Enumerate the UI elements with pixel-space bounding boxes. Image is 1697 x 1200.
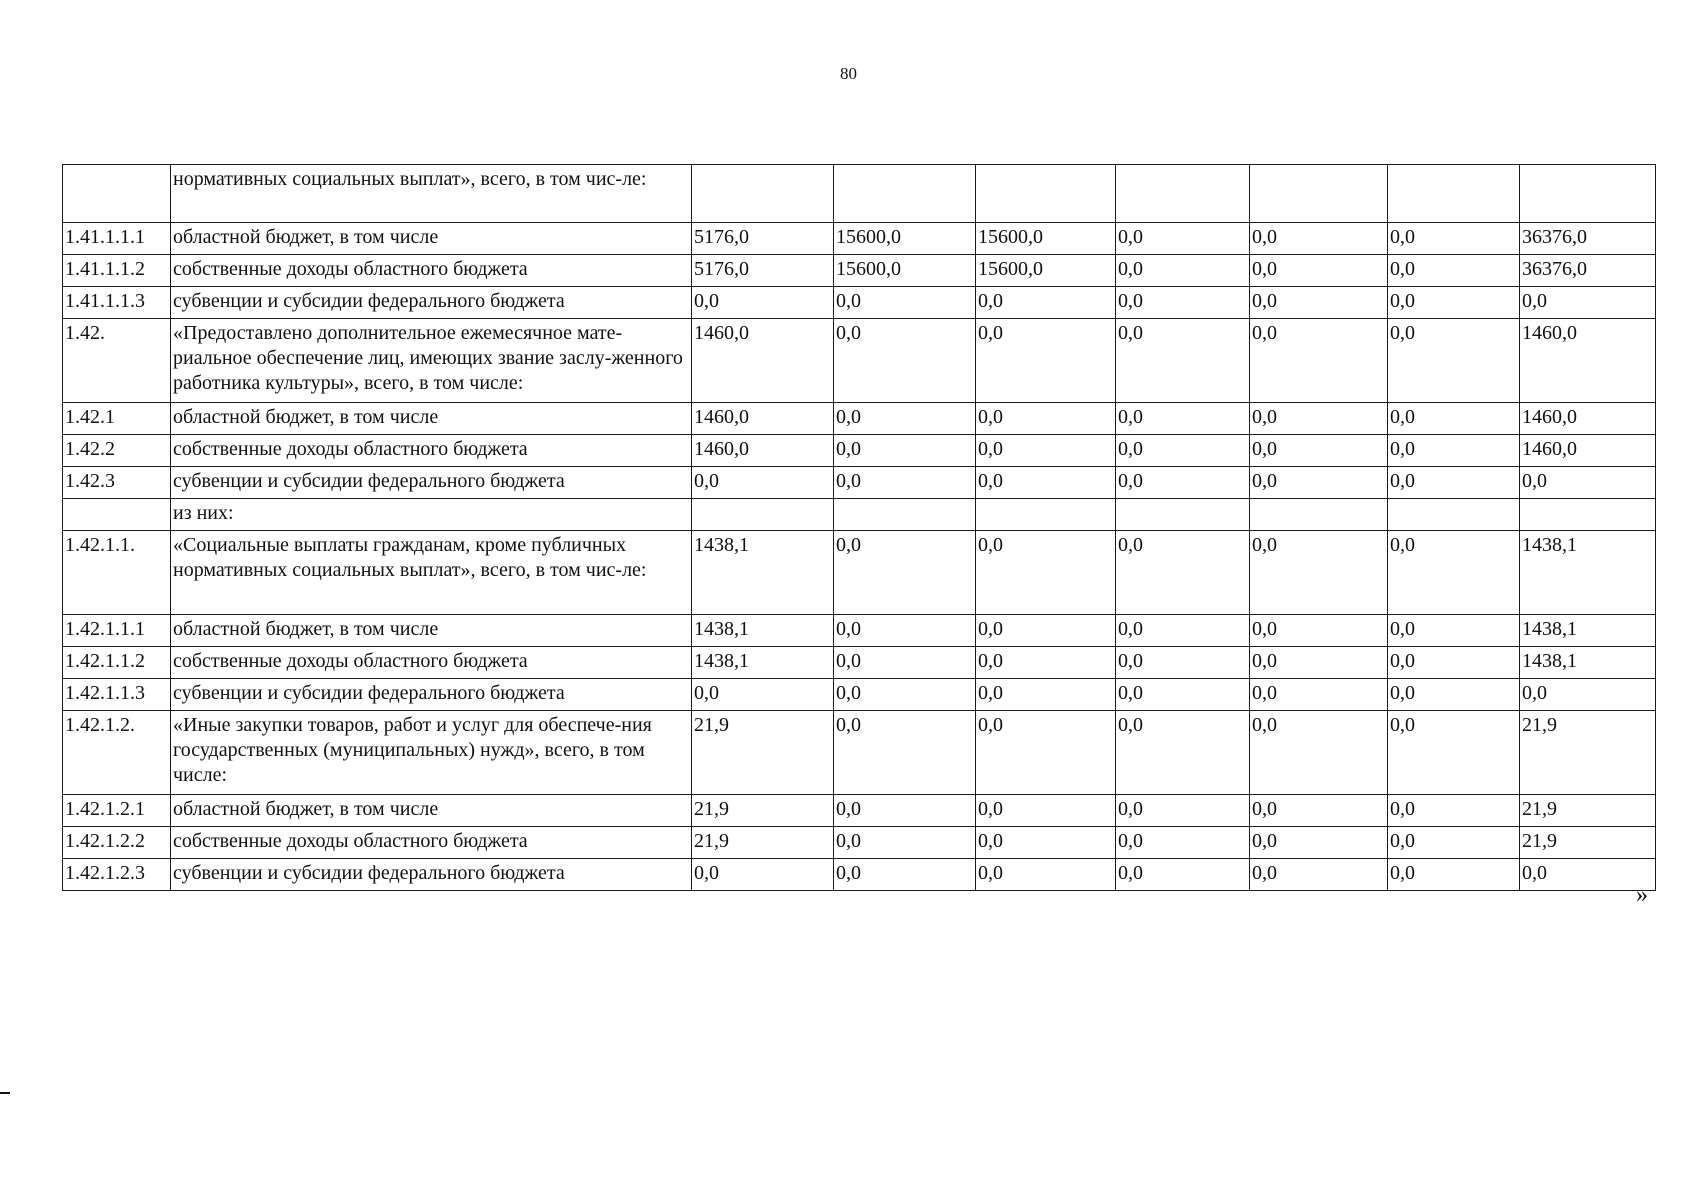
value-cell: 0,0 bbox=[1388, 795, 1520, 827]
value-cell: 1460,0 bbox=[1520, 435, 1656, 467]
value-cell: 0,0 bbox=[834, 287, 976, 319]
value-cell: 0,0 bbox=[692, 467, 834, 499]
table-row bbox=[63, 647, 1656, 679]
value-cell: 1460,0 bbox=[1520, 403, 1656, 435]
value-cell: 1438,1 bbox=[1520, 531, 1656, 615]
margin-mark bbox=[0, 1092, 10, 1094]
value-cell: 0,0 bbox=[834, 319, 976, 403]
row-description: «Предоставлено дополнительное ежемесячное мате-риальное обеспечение лиц, имеющих звание заслу-женного работника культуры», всего, в том числе: bbox=[171, 319, 692, 403]
value-cell: 0,0 bbox=[1116, 255, 1250, 287]
value-cell: 0,0 bbox=[1388, 827, 1520, 859]
value-cell: 0,0 bbox=[834, 679, 976, 711]
value-cell: 5176,0 bbox=[692, 255, 834, 287]
row-description: субвенции и субсидии федерального бюджета bbox=[171, 859, 692, 891]
value-cell: 15600,0 bbox=[834, 255, 976, 287]
table-row bbox=[63, 827, 1656, 859]
row-description: собственные доходы областного бюджета bbox=[171, 255, 692, 287]
value-cell: 36376,0 bbox=[1520, 223, 1656, 255]
row-description: областной бюджет, в том числе bbox=[171, 223, 692, 255]
value-cell: 0,0 bbox=[976, 859, 1116, 891]
value-cell: 0,0 bbox=[1250, 223, 1388, 255]
row-description: собственные доходы областного бюджета bbox=[171, 435, 692, 467]
table-row bbox=[63, 467, 1656, 499]
value-cell: 0,0 bbox=[976, 679, 1116, 711]
value-cell: 0,0 bbox=[1520, 467, 1656, 499]
value-cell: 15600,0 bbox=[976, 223, 1116, 255]
value-cell: 0,0 bbox=[1250, 531, 1388, 615]
row-code: 1.42.1.2. bbox=[63, 711, 171, 795]
value-cell bbox=[692, 165, 834, 223]
value-cell: 36376,0 bbox=[1520, 255, 1656, 287]
value-cell: 0,0 bbox=[834, 435, 976, 467]
row-code: 1.42.1.2.3 bbox=[63, 859, 171, 891]
value-cell: 0,0 bbox=[976, 319, 1116, 403]
table-row bbox=[63, 679, 1656, 711]
value-cell: 15600,0 bbox=[976, 255, 1116, 287]
value-cell: 0,0 bbox=[834, 615, 976, 647]
value-cell: 0,0 bbox=[692, 679, 834, 711]
value-cell: 0,0 bbox=[1388, 255, 1520, 287]
row-description: собственные доходы областного бюджета bbox=[171, 647, 692, 679]
value-cell: 0,0 bbox=[1116, 319, 1250, 403]
value-cell: 0,0 bbox=[976, 795, 1116, 827]
value-cell: 0,0 bbox=[1250, 827, 1388, 859]
value-cell: 0,0 bbox=[976, 435, 1116, 467]
row-code: 1.41.1.1.1 bbox=[63, 223, 171, 255]
row-description: субвенции и субсидии федерального бюджета bbox=[171, 679, 692, 711]
row-code: 1.41.1.1.3 bbox=[63, 287, 171, 319]
value-cell: 0,0 bbox=[1520, 679, 1656, 711]
value-cell: 0,0 bbox=[1388, 223, 1520, 255]
value-cell: 0,0 bbox=[1250, 255, 1388, 287]
value-cell: 0,0 bbox=[1388, 467, 1520, 499]
value-cell: 0,0 bbox=[1116, 647, 1250, 679]
value-cell: 0,0 bbox=[1116, 859, 1250, 891]
value-cell: 15600,0 bbox=[834, 223, 976, 255]
value-cell bbox=[1250, 499, 1388, 531]
value-cell bbox=[1388, 165, 1520, 223]
table-row bbox=[63, 435, 1656, 467]
page-number: 80 bbox=[840, 64, 857, 83]
value-cell: 21,9 bbox=[692, 827, 834, 859]
value-cell: 1438,1 bbox=[692, 615, 834, 647]
value-cell: 1438,1 bbox=[692, 531, 834, 615]
value-cell: 0,0 bbox=[976, 615, 1116, 647]
value-cell: 0,0 bbox=[1388, 531, 1520, 615]
value-cell: 0,0 bbox=[976, 287, 1116, 319]
value-cell bbox=[976, 499, 1116, 531]
row-code: 1.42.1.1.3 bbox=[63, 679, 171, 711]
value-cell: 0,0 bbox=[834, 827, 976, 859]
row-description: субвенции и субсидии федерального бюджета bbox=[171, 287, 692, 319]
table-row bbox=[63, 223, 1656, 255]
value-cell: 0,0 bbox=[976, 531, 1116, 615]
value-cell: 0,0 bbox=[1250, 795, 1388, 827]
row-code bbox=[63, 165, 171, 223]
value-cell: 0,0 bbox=[1388, 287, 1520, 319]
value-cell: 0,0 bbox=[834, 795, 976, 827]
value-cell: 0,0 bbox=[692, 287, 834, 319]
value-cell: 0,0 bbox=[1388, 435, 1520, 467]
value-cell: 0,0 bbox=[1250, 615, 1388, 647]
value-cell: 0,0 bbox=[1250, 403, 1388, 435]
value-cell: 1460,0 bbox=[692, 319, 834, 403]
value-cell: 0,0 bbox=[1388, 615, 1520, 647]
value-cell: 0,0 bbox=[976, 647, 1116, 679]
table-row bbox=[63, 287, 1656, 319]
value-cell: 0,0 bbox=[1520, 859, 1656, 891]
value-cell: 0,0 bbox=[1116, 467, 1250, 499]
value-cell: 0,0 bbox=[1250, 859, 1388, 891]
value-cell: 0,0 bbox=[976, 827, 1116, 859]
value-cell: 21,9 bbox=[1520, 827, 1656, 859]
value-cell: 0,0 bbox=[1116, 795, 1250, 827]
row-description: собственные доходы областного бюджета bbox=[171, 827, 692, 859]
value-cell: 1438,1 bbox=[1520, 615, 1656, 647]
table-row bbox=[63, 499, 1656, 531]
value-cell: 21,9 bbox=[692, 711, 834, 795]
value-cell: 0,0 bbox=[976, 403, 1116, 435]
value-cell: 0,0 bbox=[1250, 287, 1388, 319]
value-cell: 5176,0 bbox=[692, 223, 834, 255]
value-cell: 0,0 bbox=[1116, 711, 1250, 795]
row-code: 1.42.3 bbox=[63, 467, 171, 499]
row-code bbox=[63, 499, 171, 531]
value-cell bbox=[834, 165, 976, 223]
value-cell: 0,0 bbox=[1116, 287, 1250, 319]
budget-table bbox=[62, 164, 1656, 891]
value-cell: 0,0 bbox=[834, 403, 976, 435]
value-cell bbox=[1116, 499, 1250, 531]
row-description: областной бюджет, в том числе bbox=[171, 615, 692, 647]
value-cell: 0,0 bbox=[1520, 287, 1656, 319]
value-cell: 0,0 bbox=[834, 859, 976, 891]
row-description: нормативных социальных выплат», всего, в том чис-ле: bbox=[171, 165, 692, 223]
row-description: «Социальные выплаты гражданам, кроме публичных нормативных социальных выплат», всего, в том чис-ле: bbox=[171, 531, 692, 615]
value-cell: 0,0 bbox=[1388, 403, 1520, 435]
budget-table-container bbox=[62, 164, 1656, 891]
value-cell: 0,0 bbox=[976, 467, 1116, 499]
table-row bbox=[63, 615, 1656, 647]
table-row bbox=[63, 165, 1656, 223]
value-cell bbox=[1250, 165, 1388, 223]
value-cell: 0,0 bbox=[1388, 319, 1520, 403]
row-description: субвенции и субсидии федерального бюджета bbox=[171, 467, 692, 499]
table-row bbox=[63, 319, 1656, 403]
value-cell: 0,0 bbox=[1116, 403, 1250, 435]
row-code: 1.42.1.1.1 bbox=[63, 615, 171, 647]
value-cell bbox=[692, 499, 834, 531]
value-cell: 0,0 bbox=[1116, 827, 1250, 859]
value-cell: 0,0 bbox=[1250, 711, 1388, 795]
value-cell: 1460,0 bbox=[692, 403, 834, 435]
value-cell: 0,0 bbox=[834, 531, 976, 615]
value-cell bbox=[1520, 499, 1656, 531]
row-code: 1.42.1.2.2 bbox=[63, 827, 171, 859]
table-row bbox=[63, 795, 1656, 827]
row-code: 1.42.1.1.2 bbox=[63, 647, 171, 679]
value-cell: 0,0 bbox=[1250, 679, 1388, 711]
value-cell: 0,0 bbox=[1388, 679, 1520, 711]
table-row bbox=[63, 859, 1656, 891]
value-cell: 1460,0 bbox=[692, 435, 834, 467]
value-cell bbox=[1116, 165, 1250, 223]
value-cell: 0,0 bbox=[1116, 531, 1250, 615]
value-cell bbox=[1520, 165, 1656, 223]
value-cell: 21,9 bbox=[1520, 795, 1656, 827]
value-cell: 0,0 bbox=[1250, 435, 1388, 467]
row-code: 1.42. bbox=[63, 319, 171, 403]
value-cell: 0,0 bbox=[1250, 319, 1388, 403]
value-cell: 0,0 bbox=[1388, 711, 1520, 795]
value-cell: 0,0 bbox=[834, 467, 976, 499]
row-description: из них: bbox=[171, 499, 692, 531]
value-cell bbox=[834, 499, 976, 531]
closing-quote-mark: » bbox=[1636, 882, 1648, 908]
value-cell: 0,0 bbox=[1250, 647, 1388, 679]
value-cell: 0,0 bbox=[1388, 647, 1520, 679]
value-cell: 0,0 bbox=[1250, 467, 1388, 499]
value-cell: 0,0 bbox=[1116, 223, 1250, 255]
row-description: областной бюджет, в том числе bbox=[171, 403, 692, 435]
table-row bbox=[63, 531, 1656, 615]
value-cell: 0,0 bbox=[834, 647, 976, 679]
value-cell: 0,0 bbox=[1388, 859, 1520, 891]
value-cell: 0,0 bbox=[834, 711, 976, 795]
row-code: 1.42.1.1. bbox=[63, 531, 171, 615]
value-cell: 21,9 bbox=[692, 795, 834, 827]
table-row bbox=[63, 255, 1656, 287]
value-cell: 0,0 bbox=[1116, 679, 1250, 711]
value-cell: 0,0 bbox=[976, 711, 1116, 795]
row-code: 1.42.2 bbox=[63, 435, 171, 467]
value-cell: 1438,1 bbox=[692, 647, 834, 679]
value-cell: 1460,0 bbox=[1520, 319, 1656, 403]
value-cell: 0,0 bbox=[692, 859, 834, 891]
row-code: 1.42.1.2.1 bbox=[63, 795, 171, 827]
value-cell: 1438,1 bbox=[1520, 647, 1656, 679]
value-cell bbox=[976, 165, 1116, 223]
value-cell: 0,0 bbox=[1116, 435, 1250, 467]
row-code: 1.41.1.1.2 bbox=[63, 255, 171, 287]
value-cell: 21,9 bbox=[1520, 711, 1656, 795]
row-description: областной бюджет, в том числе bbox=[171, 795, 692, 827]
table-row bbox=[63, 711, 1656, 795]
value-cell bbox=[1388, 499, 1520, 531]
row-description: «Иные закупки товаров, работ и услуг для обеспече-ния государственных (муниципальных) нужд», всего, в том числе: bbox=[171, 711, 692, 795]
value-cell: 0,0 bbox=[1116, 615, 1250, 647]
row-code: 1.42.1 bbox=[63, 403, 171, 435]
table-row bbox=[63, 403, 1656, 435]
